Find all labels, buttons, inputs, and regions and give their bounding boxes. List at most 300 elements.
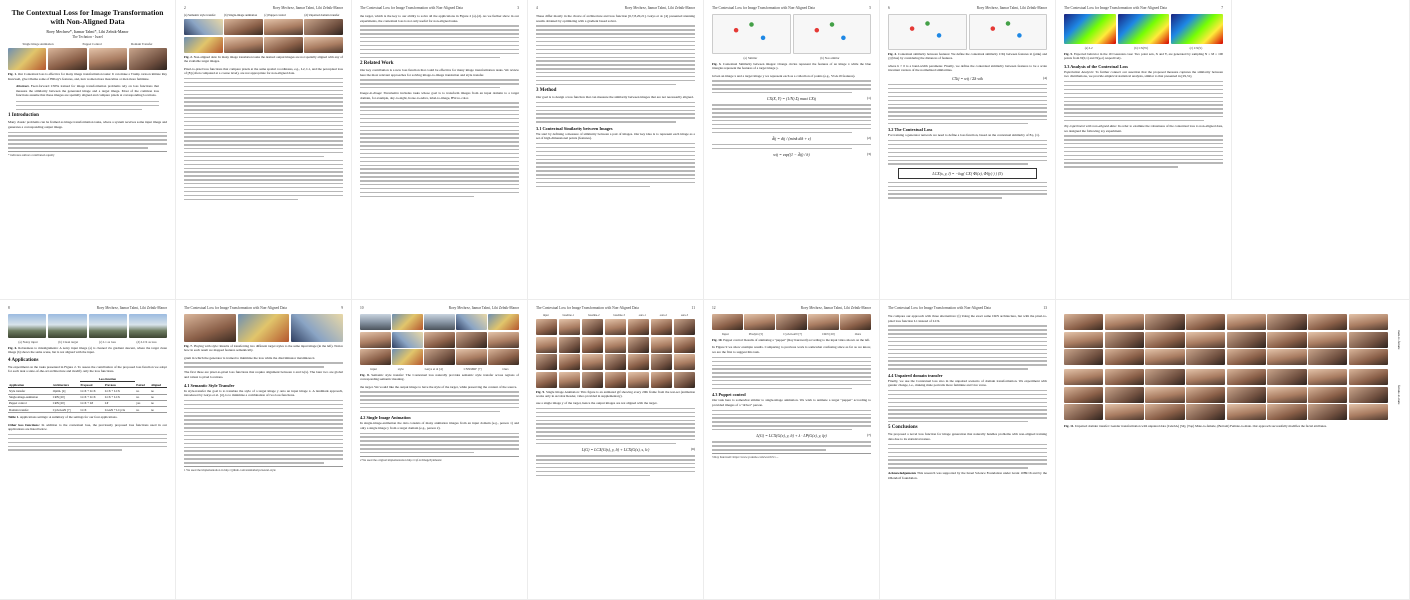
grid-image [424, 349, 455, 365]
abstract-lines [16, 101, 159, 110]
page-6 [880, 0, 1056, 300]
figure-8-sublabels [360, 367, 519, 371]
page-number: 2 [184, 6, 186, 10]
grid-image [1267, 404, 1306, 420]
caption-text: Contextual similarity between features: We define the contextual similarity CXij between features xi (pink) and yj (blue) by considering the distances of features. [888, 52, 1048, 61]
running-head [888, 306, 1047, 310]
text-lines [184, 362, 343, 367]
column-label: ours-3 [680, 314, 688, 317]
grid-image [1105, 387, 1144, 403]
text-lines [888, 325, 1047, 369]
table-cell: Style transfer [8, 388, 52, 394]
grid-image [1064, 349, 1103, 365]
heatmap-l2 [1064, 14, 1116, 44]
sublabel: (b) CX(W) [1134, 46, 1149, 50]
table-header: Architecture [52, 382, 80, 388]
paragraph-label: Expectation Analysis: [1064, 69, 1095, 74]
table-1-caption [8, 415, 167, 419]
grid-image [744, 314, 775, 330]
paragraph-text: In order to examine the robustness of the contextual loss to non-aligned data, we designed the following toy experiment. [1064, 123, 1223, 133]
sublabel: Gatys et al [4] [424, 367, 443, 371]
grid-image [1145, 332, 1184, 348]
grid-image [1308, 314, 1347, 330]
side-label: male-to-female [1397, 329, 1401, 350]
body-text: In Figure 9 we show example results. Comparing to previous work is somewhat confusing since as far as we know, we are the first to suggest this task. [712, 345, 871, 355]
figure-11-grids [1064, 312, 1388, 422]
sublabel: (a) L2 [1084, 46, 1093, 50]
text-lines [8, 434, 167, 451]
caption-label: Fig. 5. [1064, 52, 1073, 56]
grid-image [1064, 332, 1103, 348]
teaser-label: Puppet Control [82, 42, 102, 47]
table-cell: LCX + LCX [104, 394, 136, 400]
table-cell: Puppet control [8, 400, 52, 406]
grid-image [1227, 369, 1266, 385]
grid-image [1267, 314, 1306, 330]
grid-image [360, 349, 391, 365]
table-cell: Optim. [4] [52, 388, 80, 394]
text-lines [360, 25, 519, 58]
heatmap-cxs [1171, 14, 1223, 44]
table-header: Previous [104, 382, 136, 388]
grid-image [1105, 314, 1144, 330]
figure-10-caption [712, 338, 871, 342]
grid-image [1105, 369, 1144, 385]
figure-9-caption [536, 390, 695, 399]
grid-image [456, 332, 487, 348]
table-cell: yes [135, 400, 150, 406]
side-label: female-to-male [1397, 384, 1401, 405]
grid-image [1186, 349, 1225, 365]
caption-text: Our Contextual loss is effective for many image transformation tasks: It can make a Trump cartoon imitate Ray Kurzweil, give Obama some of Hillary's features, and, turn women more masculine or men more feminine. [8, 72, 168, 81]
paragraph-label: Toy experiment with non-aligned data: [1064, 123, 1117, 128]
caption-text: Single Image Animation: This figure is an animated gif showing every 20th frame from the test-set (animation works only in Acrobat Reader, video provided in supplementary). [536, 389, 695, 398]
grid-image [1145, 349, 1184, 365]
table-cell: LCX + LCX [104, 388, 136, 394]
abstract-label: Abstract. [16, 83, 30, 88]
page-9 [176, 300, 352, 600]
table-cell: LCX + LCX [80, 388, 104, 394]
running-head-text: Roey Mechrez, Itamar Talmi, Lihi Zelnik-Manor [272, 6, 343, 10]
grid-image [488, 314, 519, 330]
text-lines [712, 357, 871, 390]
grid-image [712, 314, 743, 330]
domain-text: Finally, we use the Contextual loss also in the unpaired scenario of domain transformation. We experiment with gender change, i.e., making male portraits more feminine and vice versa. [888, 378, 1047, 388]
caption-text: Non-aligned data: In many image translation tasks the desired output images are not spatially aligned with any of the available target images. [184, 54, 344, 64]
equation-text: CX(X, Y) = (1/N) Σj maxi CXij [766, 96, 817, 102]
column-label: baseline-2 [587, 314, 600, 317]
abstract-text: Feed-forward CNNs trained for image transformation problems rely on loss functions that measure the similarity between the generated image and a target image. Most of the common loss functions assume that these images are spatially aligned and compare pixels at corresponding locations. [16, 83, 159, 98]
page-number: 6 [888, 6, 890, 10]
page-number: 13 [1043, 306, 1047, 310]
column-label: input [542, 314, 549, 317]
sublabel: (c) L1 as loss [98, 340, 116, 344]
page-number: 11 [691, 306, 695, 310]
grid-image [1064, 387, 1103, 403]
text-lines [888, 182, 1047, 199]
l1-result-image [89, 314, 127, 338]
page-number: 4 [536, 6, 538, 10]
text-lines [536, 408, 695, 444]
grid-image [840, 314, 871, 330]
style-result-image [238, 314, 290, 342]
page-5 [704, 0, 880, 300]
running-head-text: Roey Mechrez, Itamar Talmi, Lihi Zelnik-Manor [624, 6, 695, 10]
grid-image [674, 337, 695, 353]
puppet-text: Our task here is somewhat similar to single-image animation. We wish to animate a target "puppet" according to provided images of a "driver" person. [712, 398, 871, 407]
paragraph-text: In addition to the contextual loss, the previously proposed loss functions used in our applications are listed below. [8, 422, 167, 432]
footnote: 2 We used the original implementation http://cqf.io/ImageSynthesis/ [360, 456, 519, 462]
panel-image [264, 37, 303, 53]
grid-image [1308, 332, 1347, 348]
equation-4 [888, 76, 1047, 81]
page-14 [1056, 300, 1410, 600]
panel-image [224, 37, 263, 53]
text-lines [712, 441, 871, 450]
text-lines [8, 132, 167, 149]
sublabel: (c) CX(S) [1189, 46, 1203, 50]
teaser-label: Domain Transfer [130, 42, 153, 47]
subsection-heading: 3.3 Analysis of the Contextual Loss [1064, 63, 1128, 69]
grid-image [424, 314, 455, 330]
caption-label: Fig. 10. [712, 338, 723, 342]
grid-image [1267, 332, 1306, 348]
paragraph [1064, 70, 1223, 79]
figure-4-caption [888, 52, 1047, 61]
grid-image [1349, 349, 1388, 365]
body-text: the target. We would like the output image to have the style of the target, while preserving the content of the source. [360, 384, 518, 389]
grid-image [674, 372, 695, 388]
paragraph [1064, 124, 1223, 133]
animation-text: In single-image-animation the data consists of many animation images from an input domain (e.g., person 1) and only a single image y from a target domain (e.g., person 2). [360, 421, 519, 430]
equation-text: LCX(x, y, l) = −log( CX( Φl(x), Φl(y) ) ) [932, 170, 997, 176]
running-head-text: The Contextual Loss for Image Transformation with Non-Aligned Data [888, 306, 991, 310]
subsection-text: We start by defining a measure of similarity between a pair of images. Our key idea is to represent each image as a set of high-dimensional points (features). [536, 131, 695, 141]
equation-number: (3) [866, 152, 871, 157]
grid-image [1349, 404, 1388, 420]
running-head [712, 306, 871, 310]
running-head [8, 306, 167, 310]
title-line-2: with Non-Aligned Data [50, 16, 125, 26]
teaser-figure [8, 48, 167, 70]
figure-9-grid [536, 319, 695, 388]
grid-image [536, 319, 557, 335]
figure-11-side-labels [1391, 312, 1401, 422]
caption-label: Fig. 4. [888, 52, 897, 56]
female-to-male-grid [1064, 369, 1388, 420]
grid-image [1064, 404, 1103, 420]
caption-text: Applications settings: A summary of the settings for our four applications. [19, 415, 118, 420]
style-result-image [291, 314, 343, 342]
teaser-image [89, 48, 127, 70]
page-8 [0, 300, 176, 600]
grid-image [536, 354, 557, 370]
running-head-text: The Contextual Loss for Image Transformation with Non-Aligned Data [712, 6, 815, 10]
body-text: The first three are pixel-to-pixel loss functions that require alignment between x and G(x). The later two are global and robust to pixel locations. [184, 370, 343, 379]
body-text: the target, which is the key to our ability to solve all the applications in Figure 2 (a)-(d). As we further show in our experiments, the contextual loss is not only useful for non-aligned tasks. [360, 14, 519, 23]
grid-image [1227, 349, 1266, 365]
paragraph [360, 91, 519, 100]
page-number: 10 [360, 306, 364, 310]
grid-image [1267, 349, 1306, 365]
figure-1-caption [8, 72, 167, 81]
grid-image [1308, 404, 1347, 420]
caption-text: Semantic style transfer: The Contextual loss naturally provides semantic style transfer across regions of corresponding semantic meaning. [360, 373, 520, 382]
running-head-text: The Contextual Loss for Image Transformation with Non-Aligned Data [184, 306, 287, 310]
not-similar-plot [793, 14, 872, 54]
footnote: 1 We used the implementation in http://github.com/anishathalye/neural-style [184, 466, 343, 472]
sublabel: Input [722, 332, 729, 336]
grid-image [1186, 314, 1225, 330]
table-cell: LGAN + LCycle [104, 407, 136, 413]
ack-label: Acknowledgements [888, 471, 917, 476]
caption-label: Fig. 2. [184, 54, 193, 59]
grid-image [651, 337, 672, 353]
running-head [360, 6, 519, 10]
page-3 [352, 0, 528, 300]
feature-plot [969, 14, 1048, 50]
running-head [184, 306, 343, 310]
grid-image [674, 354, 695, 370]
figure-6-sublabels [8, 340, 167, 344]
figure-2-caption [184, 55, 343, 64]
body-text: gram in which the generator is trained to minimize the loss while the discriminator maximizes it. [184, 355, 316, 360]
equation-text: L(G) = LCX(G(x), y, lt) + λ · LP(G(x), y, lp) [756, 433, 827, 439]
heatmap-cxw [1118, 14, 1170, 44]
institution: The Technion - Israel [72, 35, 103, 40]
figure-10-sublabels [712, 332, 871, 336]
table-cell: LCX + LCX [80, 394, 104, 400]
table-cell: Single-image-animation [8, 394, 52, 400]
running-head [360, 306, 519, 310]
caption-label: Fig. 3. [712, 62, 722, 66]
equation-number: (1) [866, 96, 871, 101]
section-heading: 5 Conclusions [888, 425, 918, 431]
page-10 [352, 300, 528, 600]
sublabel: CNNMRF [7] [463, 367, 482, 371]
figure-3-sublabels [712, 56, 871, 60]
figure-7-caption [184, 344, 343, 353]
grid-image [1105, 332, 1144, 348]
grid-image [1145, 314, 1184, 330]
grid-image [360, 332, 391, 348]
table-cell: CycleGAN [7] [52, 407, 80, 413]
grid-image [456, 314, 487, 330]
grid-image [582, 354, 603, 370]
figure-4 [888, 14, 1047, 50]
grid-image [1186, 387, 1225, 403]
panel-image [184, 19, 223, 35]
grid-image [456, 349, 487, 365]
grid-image [628, 372, 649, 388]
grid-image [559, 319, 580, 335]
grid-image [1227, 387, 1266, 403]
figure-8-grid [360, 314, 519, 365]
table-cell: no [150, 388, 167, 394]
grid-image [1349, 369, 1388, 385]
caption-text: Expected behavior in the 1D Gaussian case: Two point sets, X and Y, are generated by sampling N = M = 100 points from N(0,1) and N(μ,σ) respectively. [1064, 52, 1224, 61]
paragraph-text: To further connect our assertion that the proposed measure captures the similarity between two distributions, we provide empirical statistical analysis, similar to that presented in [29,31]. [1064, 69, 1223, 79]
body-text: where h > 0 is a band-width parameter. Finally, we define the contextual similarity between features to be a scale invariant version of the normalized similarities. [888, 63, 1047, 73]
table-cell: no [150, 394, 167, 400]
panel-label: (a) Semantic style transfer [184, 13, 216, 17]
text-lines [360, 102, 519, 197]
table-cell: no [135, 407, 150, 413]
section-heading: 1 Introduction [8, 113, 39, 119]
grid-image [1349, 314, 1388, 330]
text-lines [712, 104, 871, 133]
grid-image [1308, 387, 1347, 403]
caption-text: Robustness to misalignments: A noisy input image (a) is cleaned via gradient descent, where the target clean image (b) shows the same scene, but is not aligned with the input. [8, 346, 168, 355]
subsection-heading: 4.2 Single Image Animation [360, 415, 411, 421]
figure-3 [712, 14, 871, 54]
equation-number: (4) [1042, 76, 1047, 81]
grid-image [605, 354, 626, 370]
abstract [16, 84, 159, 98]
method-text: Our goal is to design a loss function that can measure the similarity between images that are not necessarily aligned. [536, 95, 694, 100]
column-label: baseline-3 [613, 314, 625, 317]
grid-image [488, 332, 519, 348]
equation-3 [712, 152, 871, 157]
table-cell: no [150, 400, 167, 406]
figure-10-grid [712, 314, 871, 330]
grid-image [651, 319, 672, 335]
footnote: 3 Ray Kurzweil: https://www.youtube.com/watch?v=... [712, 453, 871, 459]
equation-number: (6) [690, 447, 695, 452]
subsection-heading: 4.3 Puppet control [712, 392, 746, 398]
table-header: Proposed [80, 382, 104, 388]
equation-number: (5) [997, 170, 1003, 176]
paragraph [8, 423, 167, 432]
figure-8-caption [360, 373, 519, 382]
grid-image [392, 332, 423, 348]
figure-2-panels [184, 14, 343, 53]
table-cell: CRN [20] [52, 394, 80, 400]
text-lines [536, 25, 695, 85]
figure-3-caption [712, 62, 871, 71]
title-line-1: The Contextual Loss for Image Transformation [11, 8, 164, 17]
teaser-image [48, 48, 86, 70]
grid-image [559, 372, 580, 388]
running-head-text: Roey Mechrez, Itamar Talmi, Lihi Zelnik-Manor [448, 306, 519, 310]
sublabel: (a) Similar [743, 56, 758, 60]
teaser-label: Single Image Animation [22, 42, 54, 47]
page-number: 8 [8, 306, 10, 310]
column-label: baseline-1 [562, 314, 575, 317]
text-lines [712, 410, 871, 431]
caption-text: Playing with style: Results of transferring two different target styles to the same input image (in the left). Notice how in each result we mapped features semantically. [184, 344, 343, 353]
feature-plot [888, 14, 967, 50]
text-lines [360, 79, 519, 88]
grid-image [1186, 404, 1225, 420]
section-heading: 2 Related Work [360, 60, 394, 66]
grid-image [1064, 369, 1103, 385]
running-head [712, 6, 871, 10]
text-lines [184, 78, 343, 200]
page-1 [0, 0, 176, 300]
table-cell: Domain transfer [8, 407, 52, 413]
caption-text: Contextual Similarity between images: Orange circles represent the features of an image x while the blue triangles represent the features of a target image y. [712, 62, 872, 71]
panel-image [184, 37, 223, 53]
body-text: These differ mostly in the choice of architecture and loss function [6,7,8,20,21]. Gatys et al. [4] presented stunning results obtained by optimizing with a gradient based solver. [536, 14, 695, 23]
text-lines [888, 84, 1047, 124]
grid-image [1267, 369, 1306, 385]
teaser-image [8, 48, 46, 70]
panel-image [304, 19, 343, 35]
similar-plot [712, 14, 791, 54]
text-lines [536, 143, 695, 187]
sublabel: (b) Clean target [58, 340, 79, 344]
page-number: 12 [712, 306, 716, 310]
panel-label: (c) Puppet control [264, 13, 286, 17]
grid-image [1145, 369, 1184, 385]
panel-image [304, 37, 343, 53]
paragraph-label: Other loss functions: [8, 422, 40, 427]
sublabel: input [370, 367, 377, 371]
grid-image [605, 372, 626, 388]
text-lines [1064, 135, 1223, 168]
paragraph-text: includes tasks whose goal is to transform images from an input domain to a target domain, for example, day-to-night, horse-to-zebra, label-to-image, BW-to-color. [360, 90, 519, 100]
figure-5 [1064, 14, 1223, 44]
caption-label: Table 1. [8, 415, 20, 420]
sublabel: CRN [20] [822, 332, 835, 336]
sublabel: (d) LCX as loss [136, 340, 157, 344]
grid-image [628, 354, 649, 370]
sublabel: (a) Noisy input [18, 340, 38, 344]
grid-image [1186, 369, 1225, 385]
grid-image [605, 337, 626, 353]
body-text: We experiment on the tasks presented in Figure 2. To assess the contribution of the proposed loss function we adopt for each task a state-of-the-art architecture and modify only the loss functions. [8, 364, 167, 374]
grid-image [582, 337, 603, 353]
sublabel: CycleGAN [7] [783, 332, 803, 336]
running-head-text: The Contextual Loss for Image Transformation with Non-Aligned Data [360, 6, 463, 10]
sublabel: Ours [502, 367, 509, 371]
grid-image [582, 319, 603, 335]
grid-image [392, 314, 423, 330]
section-heading: 4 Applications [8, 357, 39, 363]
table-group-header: Loss function [80, 376, 136, 382]
page-blank-top [1232, 0, 1410, 300]
text-lines [536, 455, 695, 476]
equation-text: d̃ij = dij / (mink dik + ε) [772, 136, 811, 142]
grid-image [628, 319, 649, 335]
figure-11 [1064, 312, 1401, 422]
grid-image [651, 372, 672, 388]
equation-6 [536, 447, 695, 452]
page-number: 7 [1221, 6, 1223, 10]
grid-image [1227, 314, 1266, 330]
equation-1 [712, 96, 871, 101]
sublabel: Pix2pix [5] [748, 332, 764, 336]
page-12 [704, 300, 880, 600]
panel-label: (b) Single-image animation [224, 13, 258, 17]
male-to-female-grid [1064, 314, 1388, 365]
grid-image [1308, 369, 1347, 385]
text-lines [360, 433, 519, 454]
running-head [536, 6, 695, 10]
text-lines [360, 391, 519, 412]
text-lines [888, 390, 1047, 423]
running-head-text: Roey Mechrez, Itamar Talmi, Lihi Zelnik-Manor [800, 306, 871, 310]
grid-image [536, 372, 557, 388]
grid-image [1349, 332, 1388, 348]
grid-image [1145, 404, 1184, 420]
figure-6-caption [8, 346, 167, 355]
caption-label: Fig. 11. [1064, 424, 1075, 428]
panel-label: (d) Unpaired domain transfer [304, 13, 340, 17]
page-4 [528, 0, 704, 300]
grid-image [1105, 349, 1144, 365]
